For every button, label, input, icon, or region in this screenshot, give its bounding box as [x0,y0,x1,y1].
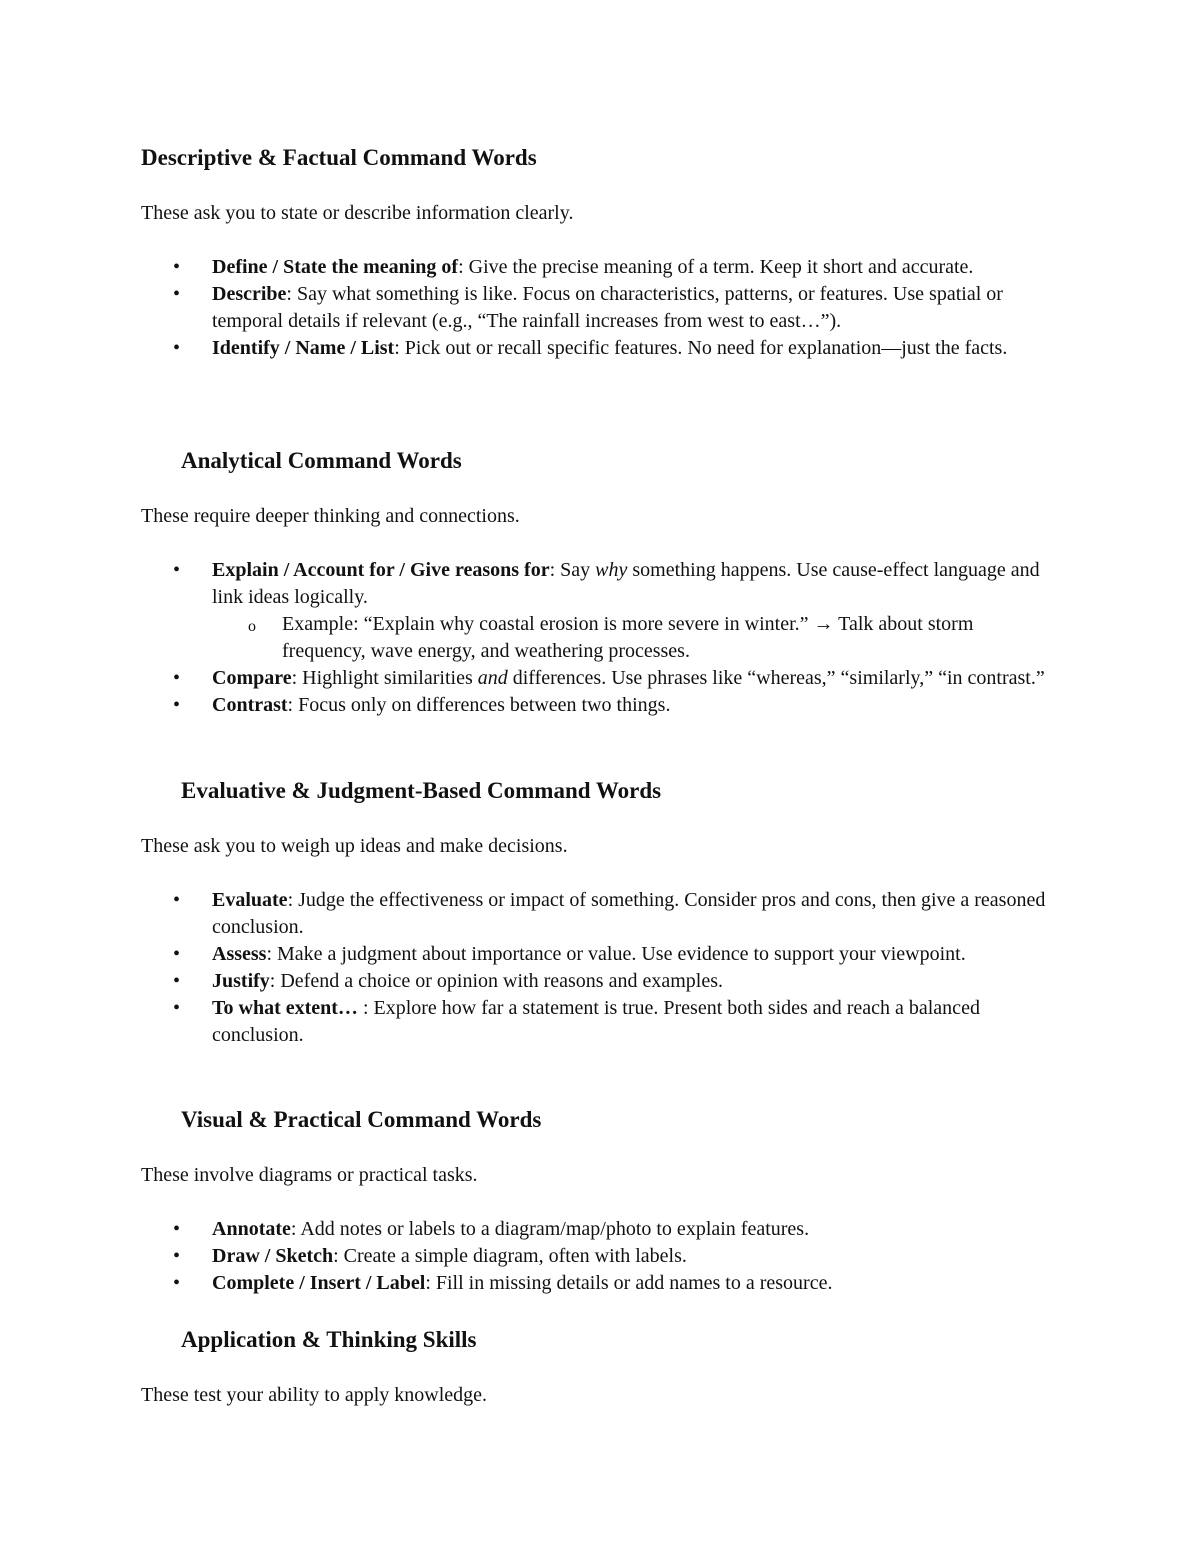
section-intro-visual: These involve diagrams or practical tasks. [141,1164,478,1186]
list-item [0,1270,1072,1297]
bullet-list-evaluative [0,887,1200,1049]
command-description: something happens. Use cause-effect language and link ideas logically. [212,559,1040,608]
list-item [0,968,1072,995]
command-term: Contrast [212,694,288,716]
command-term: Compare [212,667,292,689]
bullet-list-analytical [0,557,1200,719]
sub-list-item: o Example: “Explain why coastal erosion is more severe in winter.” → Talk about storm frequency, wave energy, and weathering processes. [212,611,1052,665]
sub-bullet-list [212,611,1072,665]
command-description: : Add notes or labels to a diagram/map/photo to explain features. [290,1218,810,1240]
command-description: : Fill in missing details or add names to a resource. [425,1272,833,1294]
command-term: Justify [212,970,270,992]
command-description: : Say [549,559,596,581]
list-item [0,1216,1072,1243]
command-term: Complete / Insert / Label [212,1272,426,1294]
command-description: : Highlight similarities [291,667,478,689]
command-term: Define / State the meaning of [212,256,459,278]
section-heading-application: Application & Thinking Skills [181,1327,477,1352]
list-item [0,692,1072,719]
emphasis-text: why [595,559,628,581]
section-intro-application: These test your ability to apply knowledge. [141,1384,488,1406]
section-heading-descriptive: Descriptive & Factual Command Words [141,145,537,170]
command-term: Explain / Account for / Give reasons for [212,559,550,581]
section-heading-analytical: Analytical Command Words [181,448,462,473]
list-item [0,665,1072,692]
section-heading-evaluative: Evaluative & Judgment-Based Command Words [181,778,662,803]
command-description: : Judge the effectiveness or impact of something. Consider pros and cons, then give a reasoned conclusion. [212,889,1046,938]
command-description: : Pick out or recall specific features. No need for explanation—just the facts. [394,337,1008,359]
section-intro-descriptive: These ask you to state or describe information clearly. [141,202,574,224]
list-item [0,1243,1072,1270]
list-item [0,335,1072,362]
command-description: : Create a simple diagram, often with labels. [333,1245,687,1267]
command-description: : Say what something is like. Focus on characteristics, patterns, or features. Use spatial or temporal details if relevant (e.g., “The rainfall increases from west to east…”). [212,283,1003,332]
bullet-list-visual [0,1216,1200,1297]
list-item [0,941,1072,968]
command-term: Evaluate [212,889,288,911]
list-item [0,557,1072,665]
command-description: : Give the precise meaning of a term. Keep it short and accurate. [458,256,974,278]
bullet-list-descriptive [0,254,1200,362]
section-intro-analytical: These require deeper thinking and connections. [141,505,520,527]
command-term: Describe [212,283,287,305]
command-description: differences. Use phrases like “whereas,” “similarly,” “in contrast.” [507,667,1045,689]
command-term: Annotate [212,1218,291,1240]
list-item [0,887,1072,941]
command-description: : Focus only on differences between two things. [287,694,671,716]
command-description: : Defend a choice or opinion with reasons and examples. [269,970,723,992]
command-description: : Make a judgment about importance or value. Use evidence to support your viewpoint. [266,943,966,965]
section-intro-evaluative: These ask you to weigh up ideas and make decisions. [141,835,568,857]
section-heading-visual: Visual & Practical Command Words [181,1107,542,1132]
list-item [0,995,1072,1049]
list-item [0,281,1072,335]
command-term: To what extent… [212,997,358,1019]
list-item [0,254,1072,281]
command-term: Assess [212,943,267,965]
command-description: : Explore how far a statement is true. Present both sides and reach a balanced conclusion. [212,997,980,1046]
emphasis-text: and [477,667,508,689]
command-term: Identify / Name / List [212,337,395,359]
command-term: Draw / Sketch [212,1245,334,1267]
